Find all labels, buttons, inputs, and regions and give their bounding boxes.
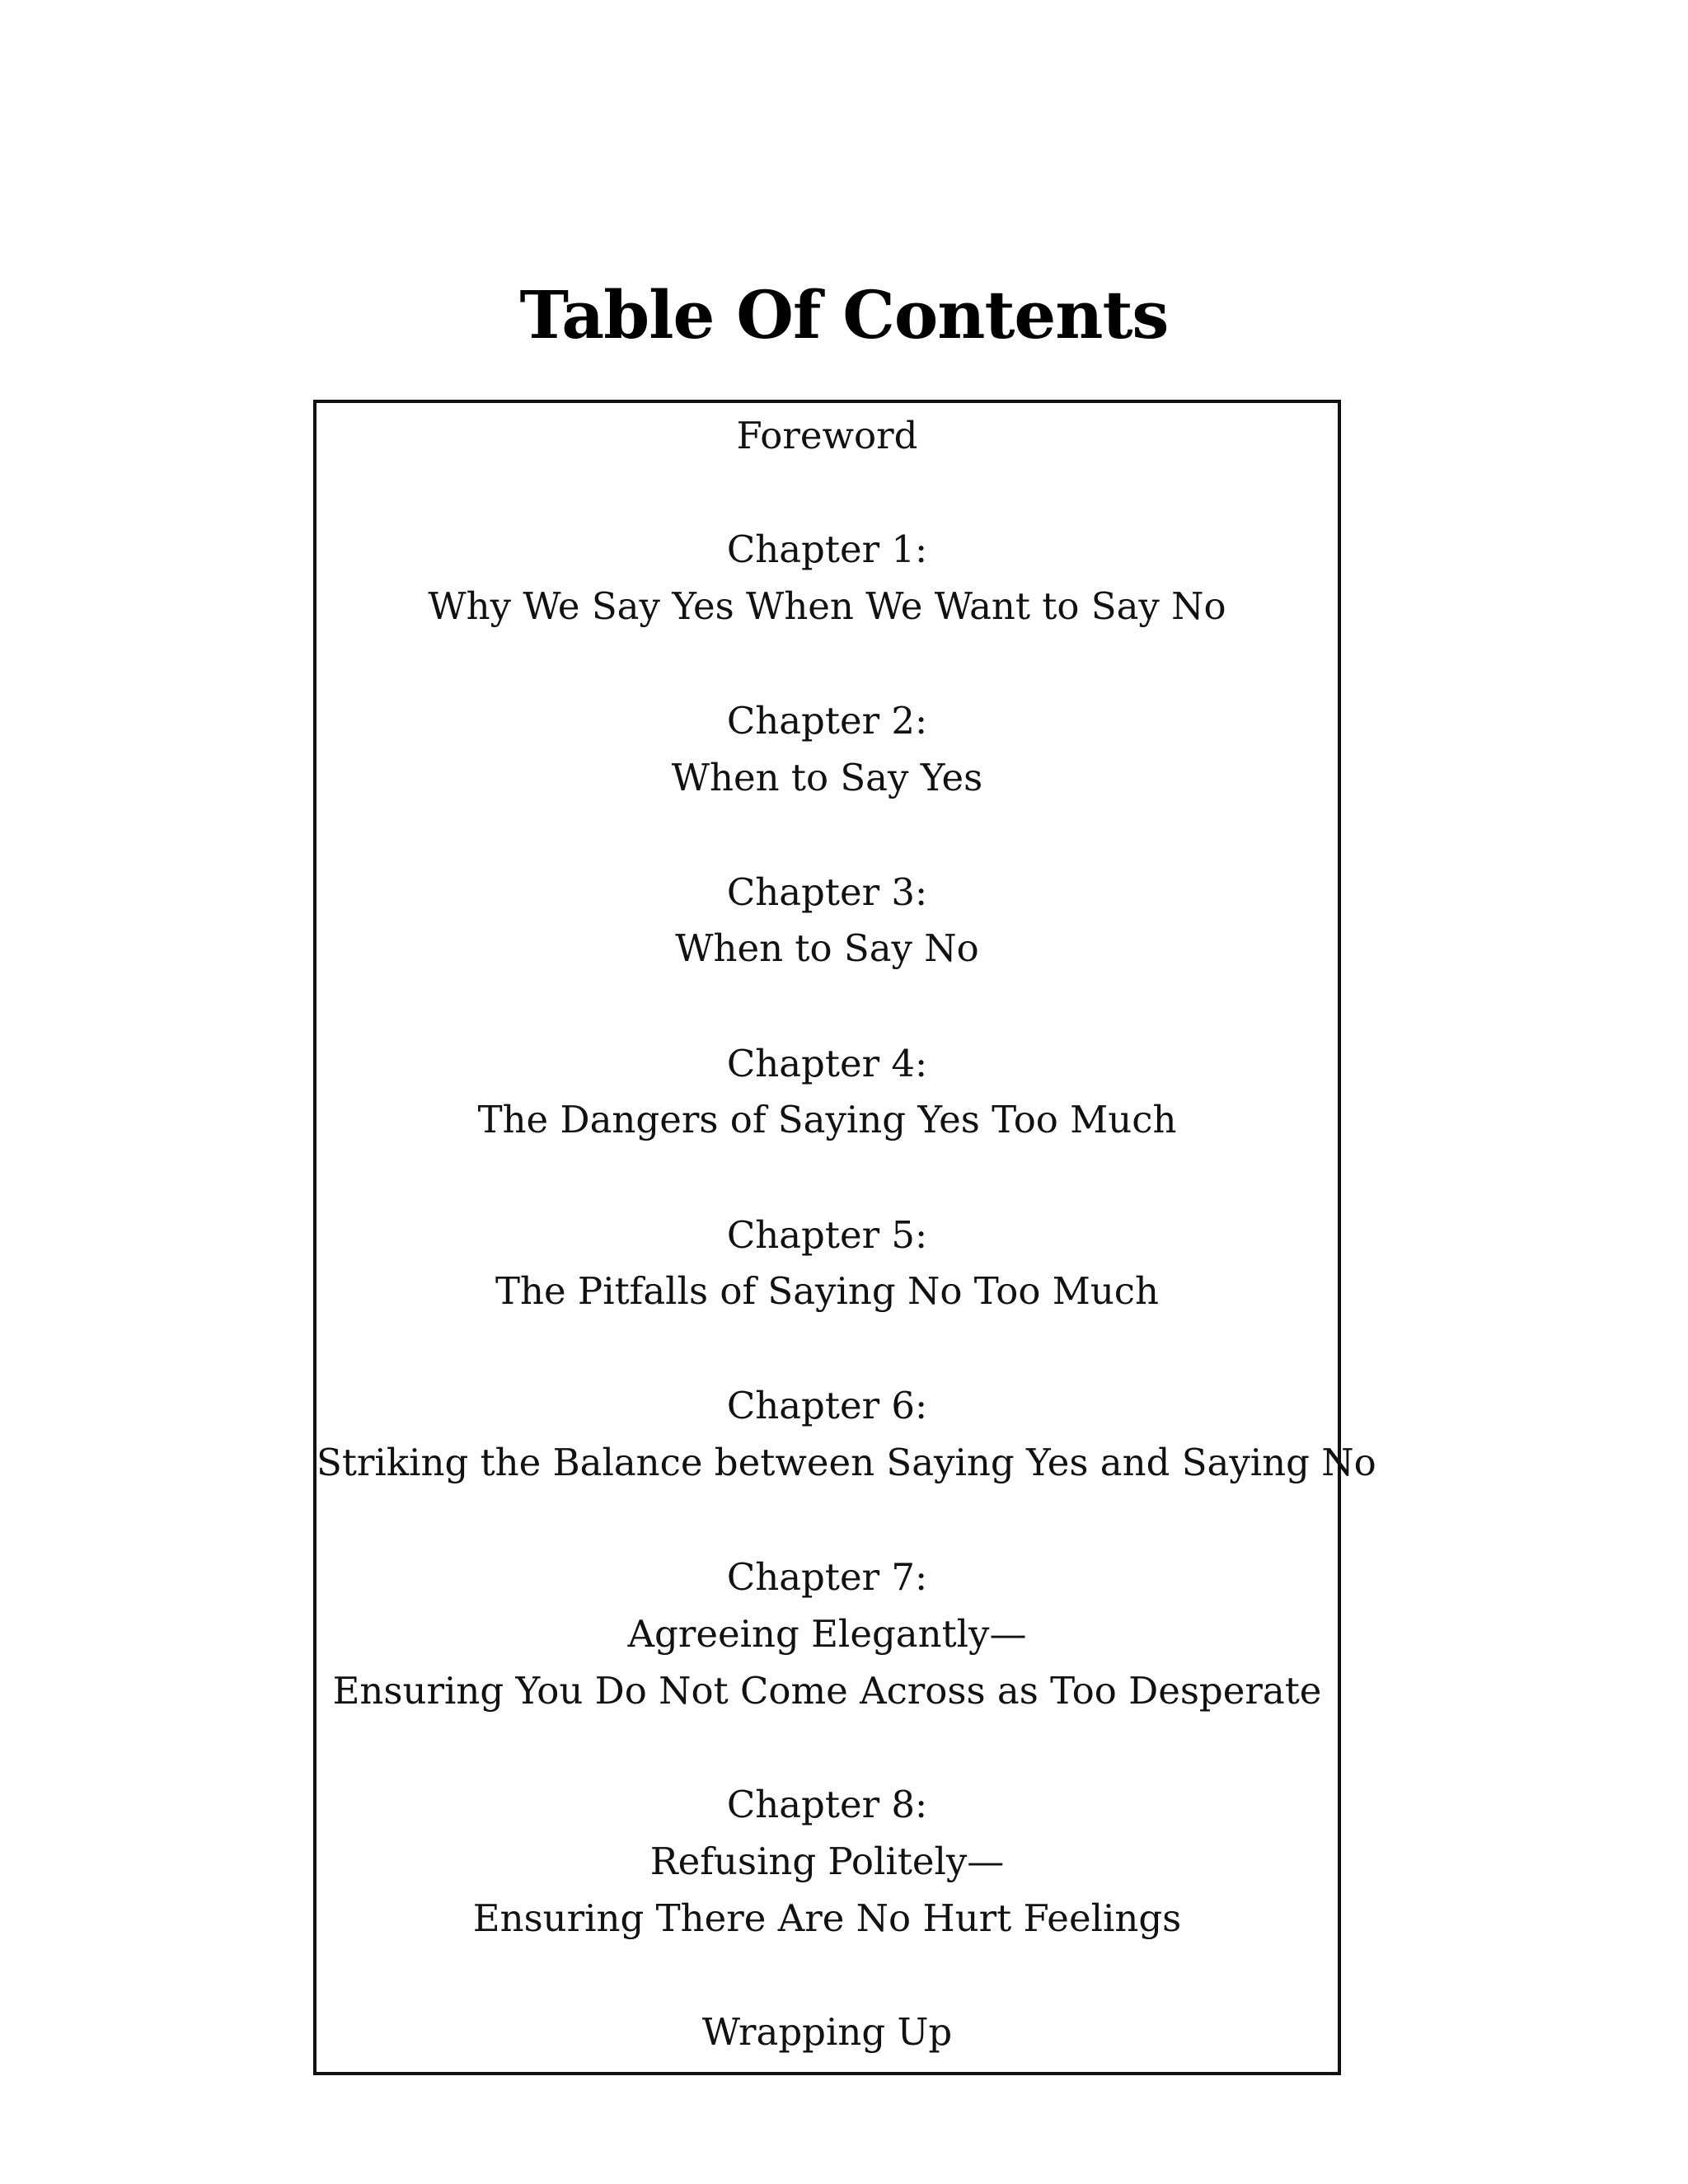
toc-chapter-label: Chapter 8: (726, 1783, 928, 1826)
toc-chapter-label: Chapter 7: (726, 1555, 928, 1599)
toc-chapter-label: Chapter 6: (726, 1384, 928, 1427)
toc-chapter-title: Refusing Politely— (649, 1840, 1005, 1883)
toc-wrapping-up: Wrapping Up (701, 2010, 953, 2054)
toc-chapter-title: When to Say No (675, 926, 979, 970)
toc-chapter-title: The Dangers of Saying Yes Too Much (477, 1098, 1177, 1141)
toc-chapter-label: Chapter 4: (726, 1042, 928, 1085)
page-title: Table Of Contents (519, 275, 1169, 354)
toc-chapter-title: When to Say Yes (671, 756, 983, 799)
toc-chapter-title: Striking the Balance between Saying Yes and Saying No (316, 1441, 1376, 1484)
toc-chapter-label: Chapter 3: (726, 870, 928, 914)
toc-chapter-label: Chapter 2: (726, 699, 928, 743)
toc-chapter-title: The Pitfalls of Saying No Too Much (495, 1269, 1159, 1313)
toc-chapter-subtitle: Ensuring There Are No Hurt Feelings (472, 1896, 1182, 1940)
table-of-contents-box (313, 400, 1376, 2075)
toc-foreword: Foreword (736, 414, 918, 457)
toc-chapter-title: Agreeing Elegantly— (627, 1612, 1027, 1656)
toc-chapter-label: Chapter 5: (726, 1213, 928, 1257)
toc-chapter-label: Chapter 1: (726, 527, 928, 571)
toc-chapter-title: Why We Say Yes When We Want to Say No (428, 584, 1226, 628)
toc-chapter-subtitle: Ensuring You Do Not Come Across as Too Desperate (332, 1669, 1322, 1713)
